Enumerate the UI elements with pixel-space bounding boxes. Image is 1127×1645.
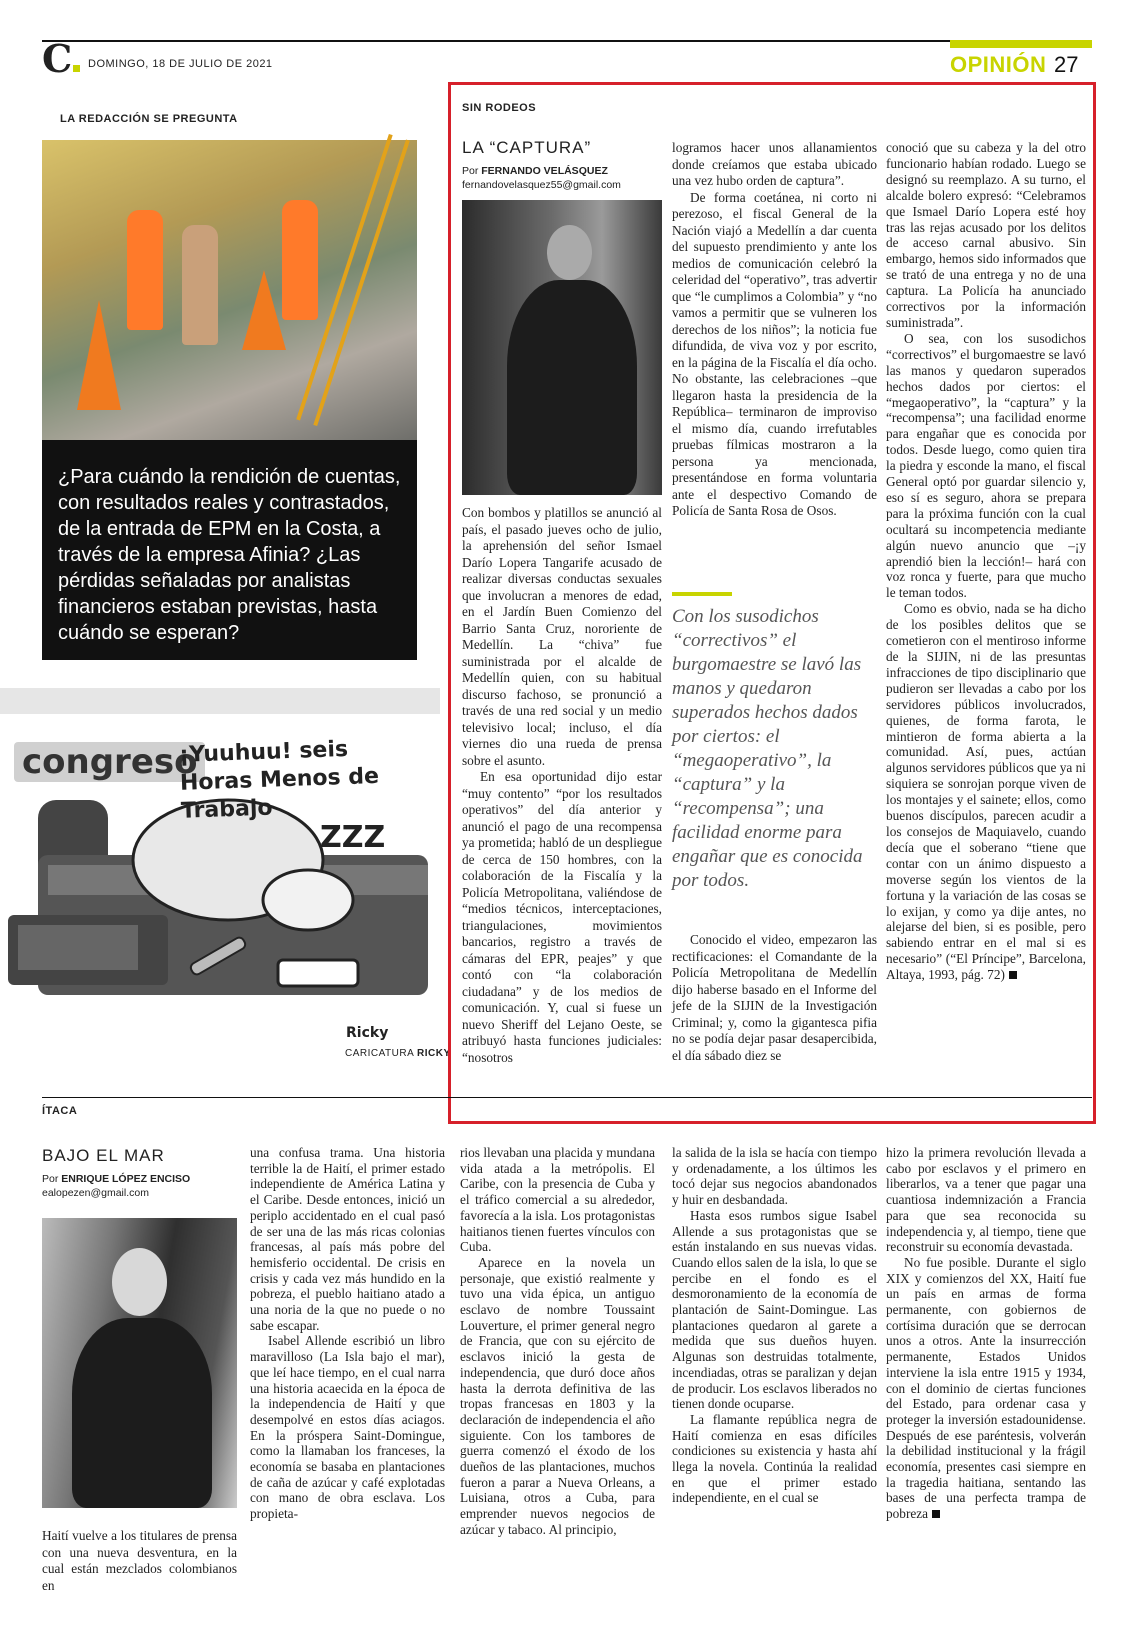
sin-rodeos-col-1: Con bombos y platillos se anunció al país, el pasado jueves ocho de julio, la aprehensión del señor Ismael Darío Lopera Tangarife acusado de realizar diversas conductas sexuales que involucran a menores de edad, en el Jardín Buen Comienzo del Barrio Santa Cruz, nororiente de Medellín. La “chiva” fue suministrada por el alcalde de Medellín quien, con su habitual discurso fachoso, se pronunció a través de una red social y un medio televisivo local; incluso, el día viernes dio una rueda de prensa sobre el asunto. En esa oportunidad dijo estar “muy contento” “por los resultados operativos” del día anterior y anunció el pago de una recompensa ya prometida; habló de un despliegue de cerca de 150 hombres, con la colaboración de la Fiscalía y la Policía Metropolitana, valiéndose de “medios técnicos, interceptaciones, triangulaciones, movimientos bancarios, registro a través de cámaras del EPR, peajes” y que contó con “la colaboración ciudadana” y de los medios de comunicación. Y, cual si fuese un nuevo Sheriff del Lejano Oeste, se atribuyó hasta funciones judiciales: “nosotros — [462, 505, 662, 1065]
cartoon-speech: ¡Yuuhuu! seis Horas Menos de Trabajo — [178, 736, 380, 824]
pull-quote: Con los susodichos “correctivos” el burgomaestre se lavó las manos y quedaron superados hechos dados por ciertos: el “megaoperativo”, la “captura” y la “recompensa”; una facilidad enorme para engañar que es conocida por todos. — [672, 606, 863, 891]
cartoon-sign: congreso — [14, 742, 205, 782]
cartoon-snore: ZZZ — [320, 820, 386, 855]
itaca-byline: Por ENRIQUE LÓPEZ ENCISO ealopezen@gmail.com — [42, 1173, 191, 1199]
dateline: DOMINGO, 18 DE JULIO DE 2021 — [88, 58, 273, 70]
article-title: LA “CAPTURA” — [462, 138, 592, 157]
page-number: 27 — [1054, 52, 1079, 77]
section-accent-bar — [950, 40, 1092, 48]
itaca-title: BAJO EL MAR — [42, 1146, 165, 1165]
itaca-col-5: hizo la primera revolución llevada a cabo por esclavos y el primero en liberarlos, va a tener que pagar una cuantiosa indemnización a Francia para que sea reconocida su independencia y, al tiempo, tiene que reconstruir su economía devastada. No fue posible. Durante el siglo XIX y comienzos del XX, Haití fue un país en armas de forma permanente, con gobiernos de cortísima duración que se derrocan unos a otros. Ante la insurrección permanente, Estados Unidos interviene la isla entre 1915 y 1934, con el dominio de ciertas funciones del Estado, para ordenar casa y proteger la inversión estadounidense. Después de ese paréntesis, volverán la debilidad institucional y la frágil economía, presentes casi siempre en la tragedia haitiana, sentando las bases de una perfecta trampa de pobreza — [886, 1145, 1086, 1522]
workers-photo — [42, 140, 417, 440]
cartoon-credit: CARICATURA RICKY — [345, 1048, 451, 1059]
sin-rodeos-col-3: conoció que su cabeza y la del otro funcionario habían rodado. Luego se designó su reemplazo. A su turno, el alcalde bolero expresó: “Celebramos que Ismael Darío Lopera esté hoy tras las rejas acusado por los delitos de acceso carnal abusivo. Sin embargo, hemos sido informados que se trató de una entrega y no de una captura. La Policía ha anunciado correctivos por la información suministrada”. O sea, con los susodichos “correctivos” el burgomaestre se lavó las manos y quedaron superados hechos dados por ciertos: el “megaoperativo”, la “captura” y la “recompensa”; una facilidad enorme para engañar que es conocida por todos. Desde luego, como quien tira la piedra y esconde la mano, el fiscal General optó por guardar silencio y, eso sí es seguro, ahora se prepara para la próxima función con la cual ocultará su incompetencia mediante algún nuevo anuncio que –¡y aprendió bien la lección!– hará con voz ronca y fuerte, para que mucho le teman todos. Como es obvio, nada se ha dicho de los posibles delitos que se cometieron con el mentiroso informe de la SIJIN, ni de las presuntas infracciones de tipo disciplinario que pudieron ser llevadas a cabo por los servidores públicos involucrados, quienes, de forma farota, le mintieron de forma abierta a la comunidad. Así, pues, actúan algunos servidores públicos que ya ni siquiera se sonrojan porque viven de los montajes y el sainete; ellos, como buenos discípulos, parecen acudir a los consejos de Maquiavelo, cuando decía que el soberano “tiene que contar con un ánimo dispuesto a moverse según los vientos de la fortuna y la variación de las cosas se lo exijan, y como ya dije antes, no alejarse del bien, si es posible, pero sabiendo entrar en el mal si es necesario” (“El Príncipe”, Barcelona, Altaya, 1993, pág. 72) — [886, 140, 1086, 983]
itaca-col-3: rios llevaban una placida y mundana vida atada a la metrópolis. El Caribe, con la presencia de Cuba y el tráfico comercial a su alrededor, favorecía a la isla. Los protagonistas haitianos tienen fuertes vínculos con Cuba. Aparece en la novela un personaje, que existió realmente y tuvo una vida épica, un antiguo esclavo de nombre Toussaint Louverture, el primer general negro de Francia, que con su ejército de esclavos inició la gesta de independencia, que duró doce años hasta la derrota definitiva de las tropas francesas en 1803 y la declaración de independencia el año siguiente. Con los tambores de guerra comenzó el éxodo de los dueños de las plantaciones, muchos fueron a parar a Nueva Orleans, a Luisiana, otros a Cuba, para emprender nuevos negocios de azúcar y tabaco. Al principio, — [460, 1145, 655, 1537]
top-rule — [42, 40, 1092, 42]
redaccion-question — [42, 440, 417, 660]
itaca-col-2: una confusa trama. Una historia terrible la de Haití, el primer estado independiente de América Latina y el Caribe. Desde entonces, inició un periplo accidentado en el cual pasó de ser una de las más ricas colonias francesas, al país más pobre del hemisferio occidental. De crisis en crisis y cada vez más hundido en la pobreza, el pueblo haitiano atado a una noria de la que no puede o no sabe escapar. Isabel Allende escribió un libro maravilloso (La Isla bajo el mar), que leí hace tiempo, en el cual narra una historia acaecida en la época de la independencia de Haití y que desempolvé en estos días aciagos. En la próspera Saint-Domingue, como la llamaban los franceses, la economía se basaba en plantaciones de caña de azúcar y café explotadas con mano de obra esclava. Los propieta- — [250, 1145, 445, 1522]
author-name: FERNANDO VELÁSQUEZ — [481, 165, 608, 177]
sin-rodeos-col-2b: Conocido el video, empezaron las rectificaciones: el Comandante de la Policía Metropolitana de Medellín dijo haberse basado en el Informe del jefe de la SIJIN de la Investigación Criminal; y, como la gigantesca pifia no se podía dejar pasar desapercibida, el día sábado diez se — [672, 932, 877, 1063]
itaca-col-4: la salida de la isla se hacía con tiempo y ordenadamente, a los últimos les tocó dejar sus negocios abandonados y huir en desbandada. Hasta esos rumbos sigue Isabel Allende a sus protagonistas que se están instalando en sus nuevas vidas. Cuando ellos salen de la isla, lo que se percibe en el fondo es el desmoronamiento de la economía de plantación de Saint-Domingue. Las plantaciones quedaron al garete a medida que sus dueños huyen. Algunas son destruidas totalmente, incendiadas, otras se paralizan y dejan de producir. Los esclavos liberados no tienen donde ocuparse. La flamante república negra de Haití comienza en esas difíciles condiciones su existencia y hasta ahí llega la novela. Continúa la realidad en que el primer estado independiente, en el cual se — [672, 1145, 877, 1506]
sin-rodeos-kicker: SIN RODEOS — [462, 102, 537, 114]
article-byline: Por FERNANDO VELÁSQUEZ fernandovelasquez55@gmail.com — [462, 165, 621, 191]
author-photo — [462, 200, 662, 495]
question-text: ¿Para cuándo la rendición de cuentas, con resultados reales y contrastados, de la entrada de EPM en la Costa, a través de la empresa Afinia? ¿Las pérdidas señaladas por analistas financieros estaban previstas, hasta cuándo se esperan? — [58, 466, 401, 644]
end-mark — [932, 1510, 940, 1518]
author-email: fernandovelasquez55@gmail.com — [462, 179, 621, 191]
section-title: OPINIÓN — [950, 52, 1047, 77]
newspaper-logo: C — [42, 44, 80, 74]
redaccion-kicker: LA REDACCIÓN SE PREGUNTA — [60, 113, 238, 125]
itaca-author-email: ealopezen@gmail.com — [42, 1187, 149, 1199]
end-mark — [1009, 971, 1017, 979]
section-divider — [42, 1097, 1092, 1098]
itaca-kicker: ÍTACA — [42, 1105, 78, 1117]
itaca-author-photo — [42, 1218, 237, 1508]
sin-rodeos-col-2: logramos hacer unos allanamientos donde creíamos que estaba ubicado una vez hubo orden de captura”. De forma coetánea, ni corto ni perezoso, el fiscal General de la Nación viajó a Medellín a dar cuenta del supuesto prendimiento y ante los medios de comunicación celebró la celeridad del “operativo”, tras advertir que “le cumplimos a Colombia” y “no vamos a permitir que se vulneren los derechos de los niños”; la noticia fue difundida, de viva voz y por escrito, en la página de la Fiscalía el día ocho. No obstante, las celebraciones –que llegaron hasta la presidencia de la República– terminaron de improviso el mismo día, cuando irrefutables pruebas fílmicas mostraron a la persona ya mencionada, presentándose en forma voluntaria ante el despectivo Comando de Policía de Santa Rosa de Osos. — [672, 140, 877, 518]
grey-band — [0, 688, 440, 714]
itaca-author-name: ENRIQUE LÓPEZ ENCISO — [61, 1173, 191, 1185]
itaca-col-1: Haití vuelve a los titulares de prensa con una nueva desventura, en la cual están mezclados colombianos en — [42, 1528, 237, 1593]
quote-accent — [672, 592, 732, 596]
svg-text:Ricky: Ricky — [346, 1025, 389, 1041]
